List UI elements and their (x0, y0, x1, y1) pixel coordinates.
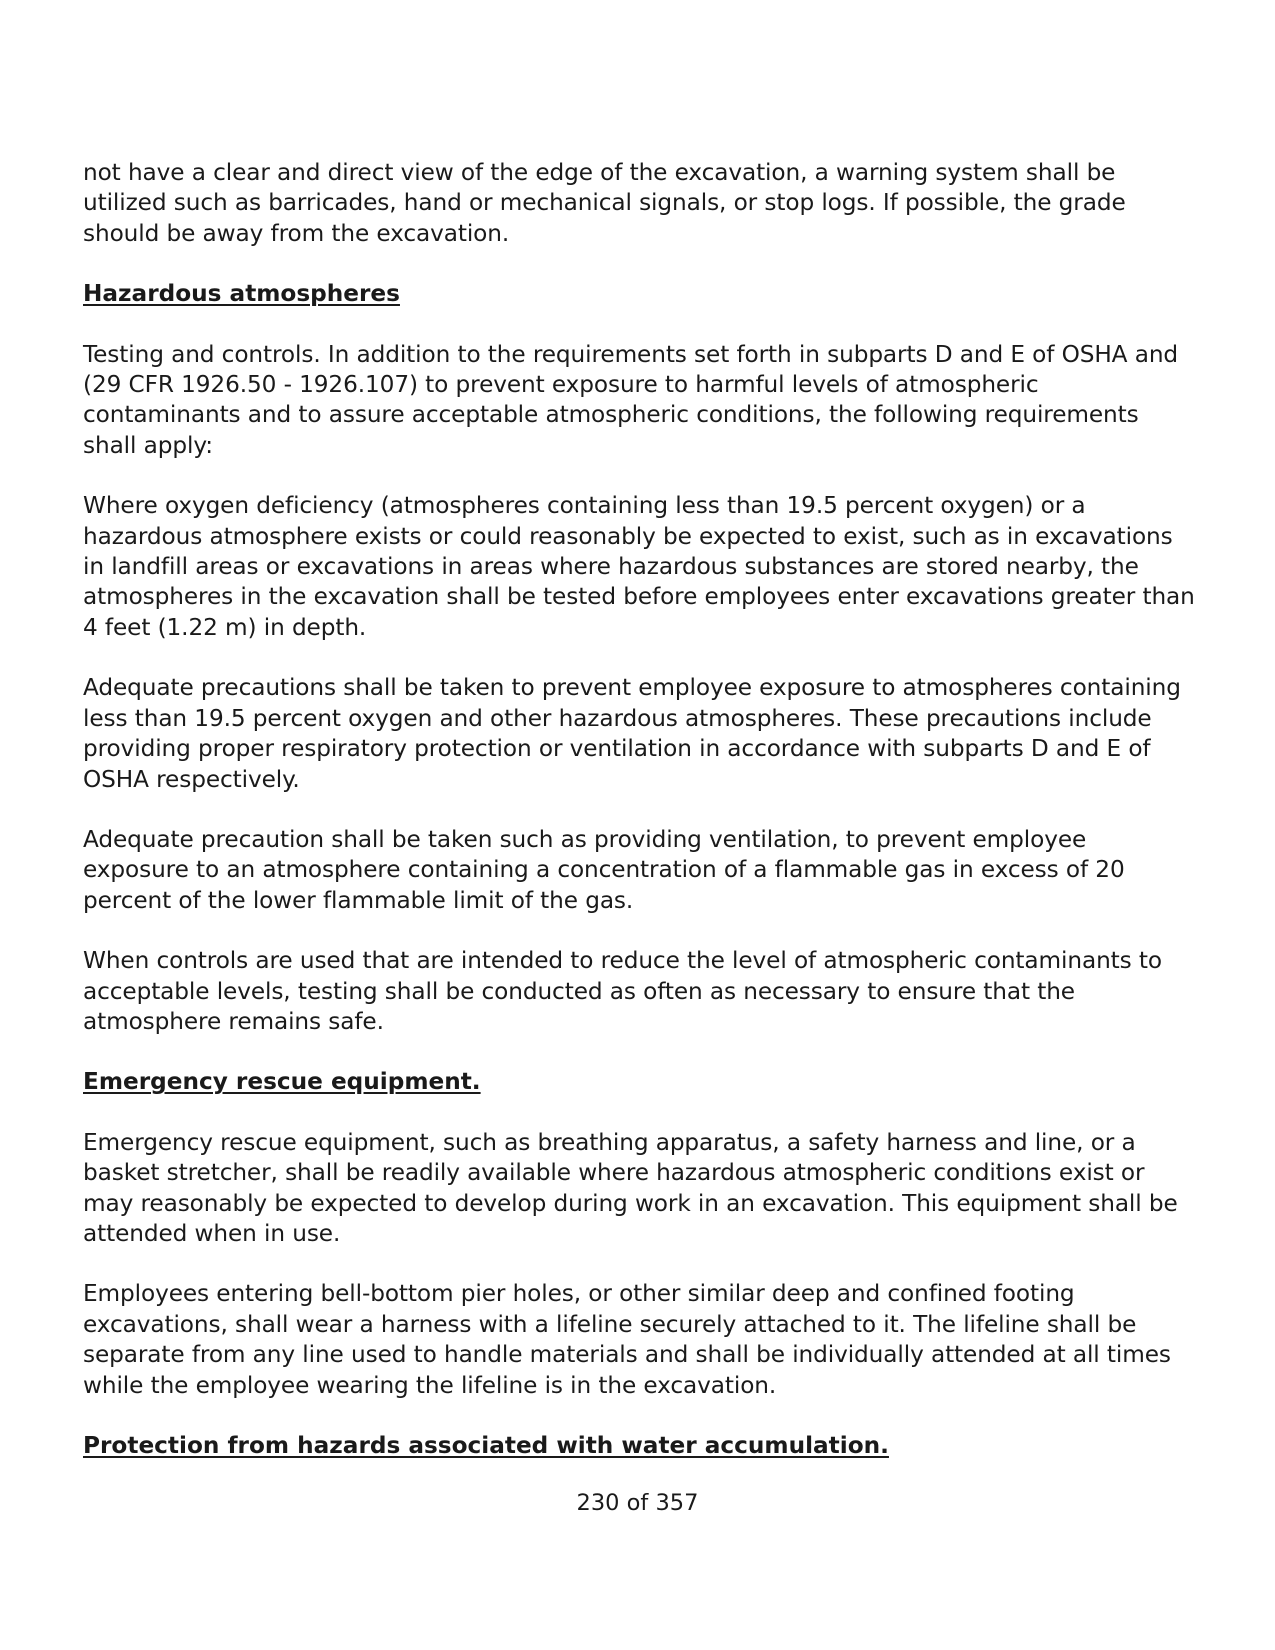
document-page (83, 158, 1195, 1491)
paragraph-controls-testing: When controls are used that are intended to reduce the level of atmospheric contaminants to acceptable levels, testing shall be conducted as often as necessary to ensure that the atmosphere remains safe. (83, 947, 1162, 1035)
paragraph-flammable-gas: Adequate precaution shall be taken such as providing ventilation, to prevent employee exposure to an atmosphere containing a concentration of a flammable gas in excess of 20 percent of the lower flammable limit of the gas. (83, 825, 1125, 914)
heading-hazardous-atmospheres: Hazardous atmospheres (83, 280, 400, 308)
heading-water-accumulation: Protection from hazards associated with water accumulation. (83, 1432, 889, 1459)
heading-emergency-rescue-equipment: Emergency rescue equipment. (83, 1068, 481, 1096)
paragraph-precautions-oxygen: Adequate precautions shall be taken to prevent employee exposure to atmospheres containing less than 19.5 percent oxygen and other hazardous atmospheres. These precautions include providing proper respiratory protection or ventilation in accordance with subparts D and E of OSHA respectively. (83, 674, 1181, 793)
paragraph-lifeline: Employees entering bell-bottom pier holes, or other similar deep and confined footing excavations, shall wear a harness with a lifeline securely attached to it. The lifeline shall be separate from any line used to handle materials and shall be individually attended at all times while the employee wearing the lifeline is in the excavation. (83, 1280, 1171, 1399)
paragraph-rescue-equipment: Emergency rescue equipment, such as breathing apparatus, a safety harness and line, or a basket stretcher, shall be readily available where hazardous atmospheric conditions exist or may reasonably be expected to develop during work in an excavation. This equipment shall be attended when in use. (83, 1128, 1178, 1247)
paragraph-oxygen-deficiency: Where oxygen deficiency (atmospheres containing less than 19.5 percent oxygen) or a hazardous atmosphere exists or could reasonably be expected to exist, such as in excavations in landfill areas or excavations in areas where hazardous substances are stored nearby, the atmospheres in the excavation shall be tested before employees enter excavations greater than 4 feet (1.22 m) in depth. (83, 492, 1195, 641)
page-number: 230 of 357 (576, 1490, 699, 1516)
paragraph-warning-system: not have a clear and direct view of the edge of the excavation, a warning system shall be utilized such as barricades, hand or mechanical signals, or stop logs. If possible, the grade should be away from the excavation. (83, 159, 1126, 247)
paragraph-testing-controls: Testing and controls. In addition to the requirements set forth in subparts D and E of OSHA and (29 CFR 1926.50 - 1926.107) to prevent exposure to harmful levels of atmospheric contaminants and to assure acceptable atmospheric conditions, the following requirements shall apply: (83, 340, 1179, 459)
